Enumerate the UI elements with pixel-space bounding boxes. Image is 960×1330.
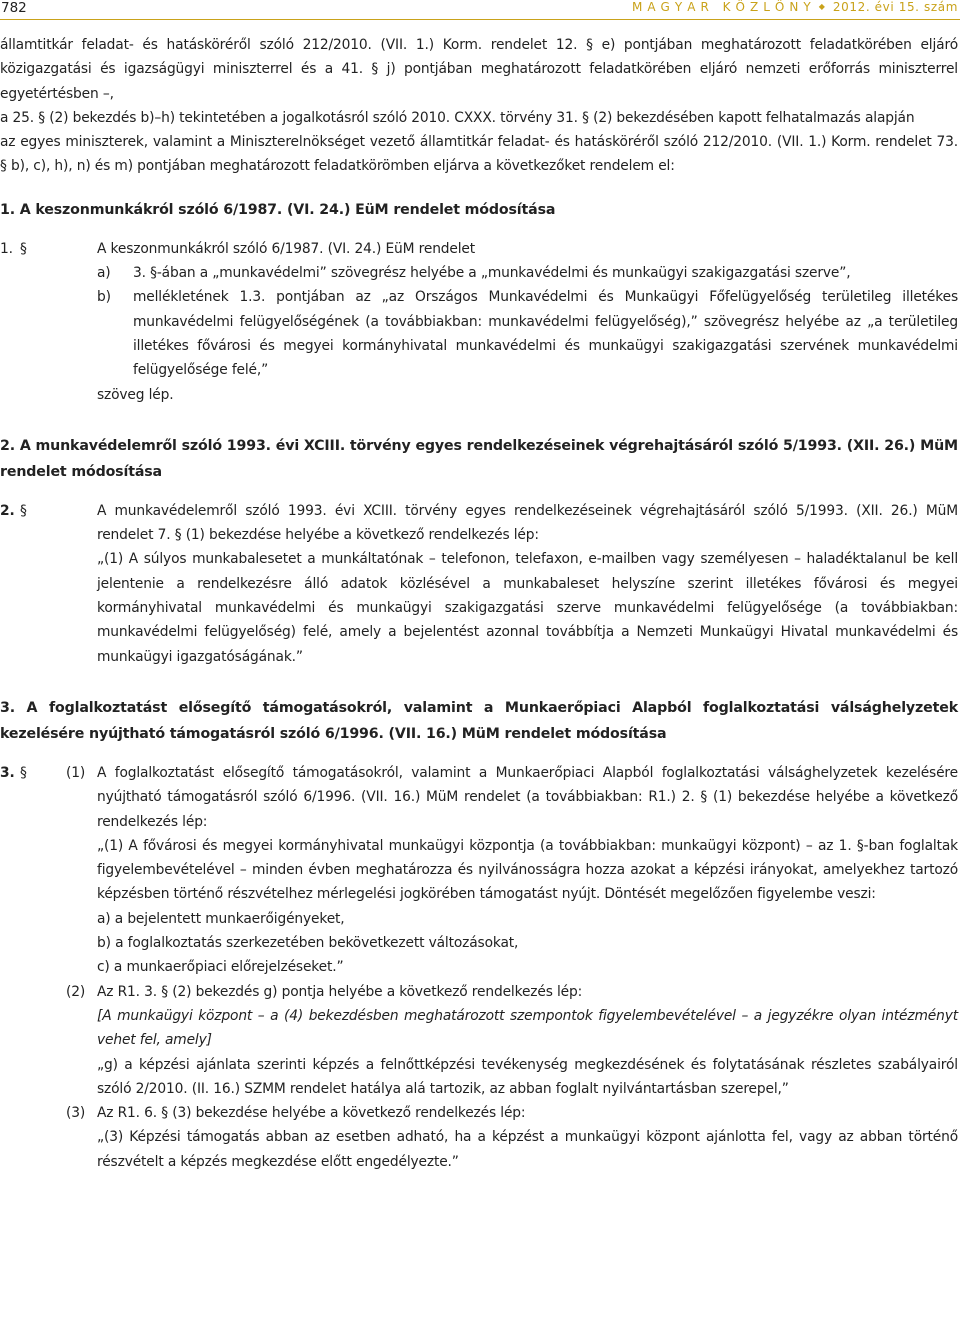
- list-item: b) a foglalkoztatás szerkezetében bekövetkezett változásokat,: [97, 935, 519, 952]
- issue-label: 2012. évi 15. szám: [832, 0, 958, 14]
- list-item-label: b): [97, 289, 111, 306]
- header-rule: [0, 19, 960, 20]
- section-1-number: 1.: [0, 240, 13, 257]
- section-3-number: 3.: [0, 764, 15, 781]
- list-item-label: a): [97, 265, 111, 282]
- list-item: [97, 261, 958, 285]
- subsection-1: [66, 761, 958, 980]
- list-item: c) a munkaerőpiaci előrejelzéseket.”: [97, 959, 344, 976]
- document-body: [0, 33, 958, 1174]
- section-1-heading: 1. A keszonmunkákról szóló 6/1987. (VI. 24.) EüM rendelet módosítása: [0, 201, 556, 218]
- section-2-text: A munkavédelemről szóló 1993. évi XCIII. törvény egyes rendelkezéseinek végrehajtásáról szóló 5/1993. (XII. 26.) MüM rendelet 7. § (1) bekezdése helyébe a következő rendelkezés lép:: [97, 502, 958, 544]
- intro-paragraph-2: a 25. § (2) bekezdés b)–h) tekintetében a jogalkotásról szóló 2010. CXXX. törvény 31. § (2) bekezdésében kapott felhatalmazás alapján: [0, 109, 915, 126]
- subsection-label: (1): [66, 764, 86, 781]
- diamond-icon: ◆: [818, 2, 826, 11]
- section-3: [0, 761, 958, 1174]
- section-1-text: A keszonmunkákról szóló 6/1987. (VI. 24.) EüM rendelet: [97, 240, 476, 257]
- section-2-quote: „(1) A súlyos munkabalesetet a munkáltatónak – telefonon, telefaxon, e-mailben vagy személyesen – haladéktalanul be kell jelentenie a rendelkezésre álló adatok közlésével a munkabaleset helyszíne szerint illetékes fővárosi és megyei kormányhivatal munkavédelmi és munkaügyi szakigazgatási szerve munkavédelmi felügyelősége (a továbbiakban: munkavédelmi felügyelőség) felé, amely a bejelentést azonnal továbbítja a Nemzeti Munkaügyi Hivatal munkavédelmi és munkaügyi igazgatóságának.”: [97, 551, 958, 665]
- list-item: [97, 285, 958, 382]
- subsection-3-quote: „(3) Képzési támogatás abban az esetben adható, ha a képzést a munkaügyi központ ajánlotta fel, vagy az abban történő részvételt a képzés megkezdése előtt engedélyezte.”: [97, 1129, 958, 1170]
- journal-name: M A G Y A R K Ö Z L Ö N Y: [631, 0, 812, 14]
- intro-paragraph-3: az egyes miniszterek, valamint a Miniszterelnökséget vezető államtitkár feladat- és hatásköréről szóló 212/2010. (VII. 1.) Korm. rendelet 73. § b), c), h), n) és m) pontjában meghatározott feladatkörömben eljárva a következőket rendelem el:: [0, 134, 958, 175]
- intro-paragraph-1: államtitkár feladat- és hatásköréről szóló 212/2010. (VII. 1.) Korm. rendelet 12. § e) pontjában meghatározott feladatkörében eljáró közigazgatási és igazságügyi miniszterrel és a 41. § j) pontjában meghatározott feladatkörében eljáró nemzeti erőforrás miniszterrel egyetértésben –,: [0, 37, 958, 102]
- section-sign: §: [20, 502, 27, 519]
- subsection-2-quote: „g) a képzési ajánlata szerinti képzés a felnőttképzési tevékenység megkezdésének és folytatásának részletes szabályairól szóló 2/2010. (II. 16.) SZMM rendelet hatálya alá tartozik, az abban foglalt nyilvántartásban szerepel,”: [97, 1056, 958, 1097]
- page-number: 782: [1, 0, 27, 16]
- subsection-1-quote: „(1) A fővárosi és megyei kormányhivatal munkaügyi központja (a továbbiakban: munkaügyi központ) – az 1. §-ban foglaltak figyelembevételével – minden évben meghatározza és nyilvánosságra hozza azokat a képzési irányokat, amelyekhez tartozó képzésben történő részvételhez mérlegelési jogkörében támogatást nyújt. Döntését megelőzően figyelembe veszi:: [97, 837, 958, 903]
- section-2: [0, 499, 958, 669]
- journal-title: [632, 0, 958, 14]
- subsection-3: [66, 1101, 958, 1174]
- section-sign: §: [20, 764, 27, 781]
- section-3-heading: 3. A foglalkoztatást elősegítő támogatásokról, valamint a Munkaerőpiaci Alapból foglalkoztatási válsághelyzetek kezelésére nyújtható támogatásról szóló 6/1996. (VII. 16.) MüM rendelet módosítása: [0, 699, 958, 742]
- subsection-2: [66, 980, 958, 1101]
- section-1: [0, 237, 958, 407]
- section-1-closing: szöveg lép.: [97, 386, 174, 403]
- page-header: [0, 0, 960, 24]
- list-item: a) a bejelentett munkaerőigényeket,: [97, 910, 345, 927]
- subsection-3-text: Az R1. 6. § (3) bekezdése helyébe a következő rendelkezés lép:: [97, 1105, 526, 1122]
- subsection-1-text: A foglalkoztatást elősegítő támogatásokról, valamint a Munkaerőpiaci Alapból foglalkoztatási válsághelyzetek kezelésére nyújtható támogatásról szóló 6/1996. (VII. 16.) MüM rendelet (a továbbiakban: R1.) 2. § (1) bekezdése helyébe a következő rendelkezés lép:: [97, 764, 958, 830]
- subsection-2-text: Az R1. 3. § (2) bekezdés g) pontja helyébe a következő rendelkezés lép:: [97, 983, 583, 1000]
- section-2-heading: 2. A munkavédelemről szóló 1993. évi XCIII. törvény egyes rendelkezéseinek végrehajtásáról szóló 5/1993. (XII. 26.) MüM rendelet módosítása: [0, 437, 958, 480]
- section-sign: §: [20, 240, 27, 257]
- subsection-label: (2): [66, 983, 86, 1000]
- subsection-label: (3): [66, 1105, 86, 1122]
- subsection-2-context: [A munkaügyi központ – a (4) bekezdésben meghatározott szempontok figyelembevételével – a jegyzékre olyan intézményt vehet fel, amely]: [97, 1007, 958, 1049]
- section-2-number: 2.: [0, 502, 15, 519]
- list-item-text: 3. §-ában a „munkavédelmi” szövegrész helyébe a „munkavédelmi és munkaügyi szakigazgatási szerve”,: [133, 265, 851, 282]
- list-item-text: mellékletének 1.3. pontjában az „az Országos Munkavédelmi és Munkaügyi Főfelügyelőség területileg illetékes munkavédelmi felügyelőségének (a továbbiakban: munkavédelmi felügyelőség),” szövegrész helyébe az „a területileg illetékes fővárosi és megyei kormányhivatal munkavédelmi és munkaügyi szakigazgatási szervének munkavédelmi felügyelősége felé,”: [133, 289, 958, 379]
